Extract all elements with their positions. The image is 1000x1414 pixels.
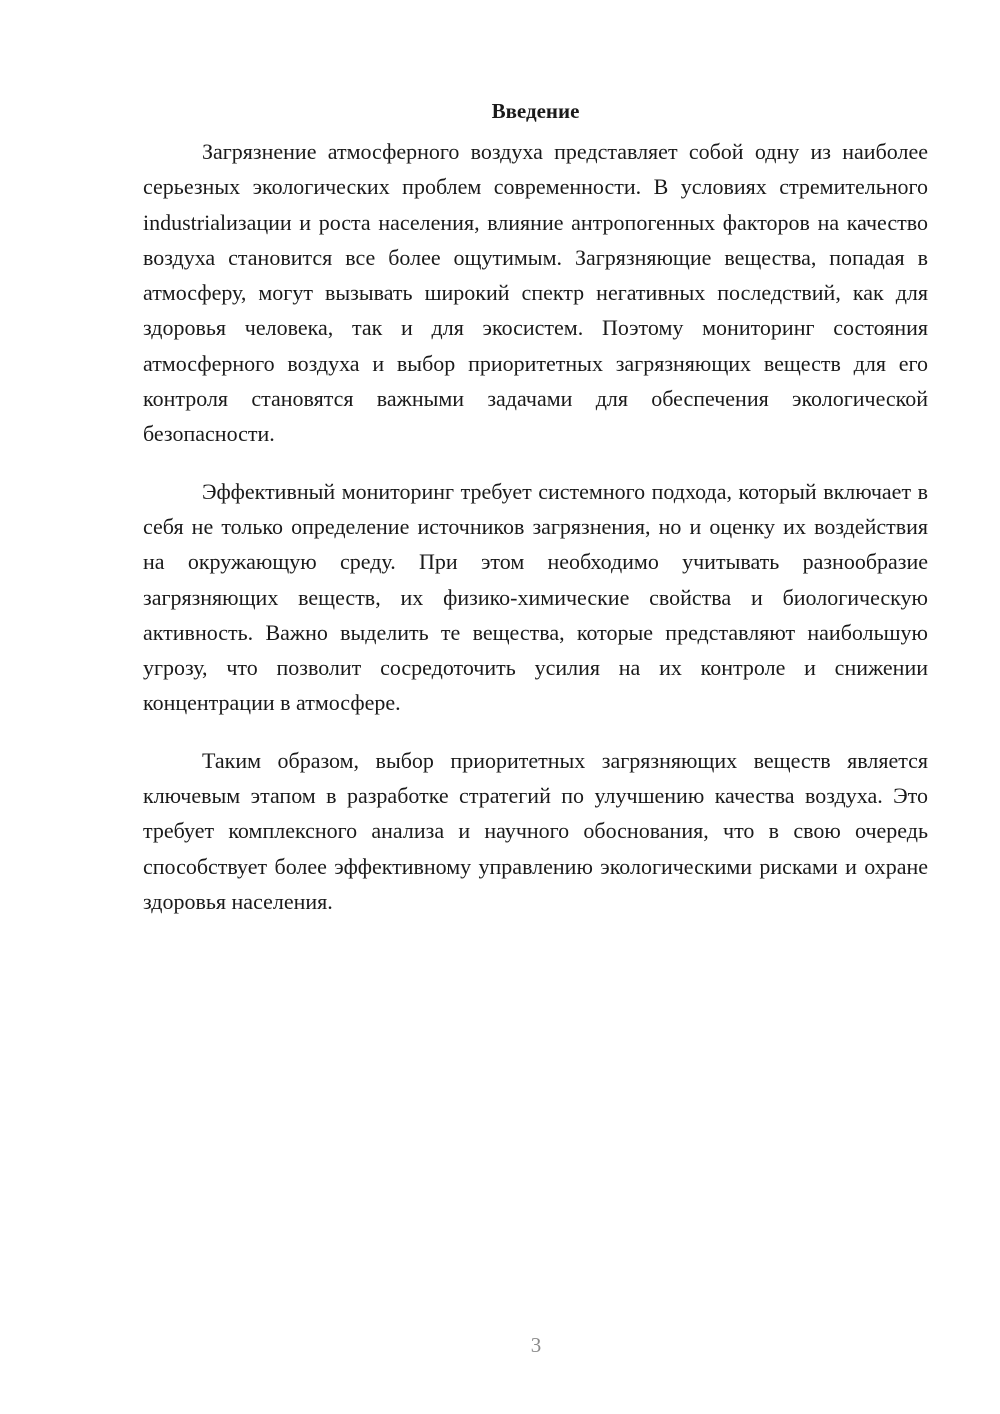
- paragraph-3: Таким образом, выбор приоритетных загрязняющих веществ является ключевым этапом в разработке стратегий по улучшению качества воздуха. Это требует комплексного анализа и научного обоснования, что в свою очередь способствует более эффективному управлению экологическими рисками и охране здоровья населения.: [143, 747, 928, 914]
- page-number: 3: [530, 1333, 542, 1357]
- page-content: [143, 96, 928, 941]
- paragraph-1: Загрязнение атмосферного воздуха представляет собой одну из наиболее серьезных экологических проблем современности. В условиях стремительного industrialизации и роста населения, влияние антропогенных факторов на качество воздуха становится все более ощутимым. Загрязняющие вещества, попадая в атмосферу, могут вызывать широкий спектр негативных последствий, как для здоровья человека, так и для экосистем. Поэтому мониторинг состояния атмосферного воздуха и выбор приоритетных загрязняющих веществ для его контроля становятся важными задачами для обеспечения экологической безопасности.: [143, 139, 928, 447]
- paragraph-2: Эффективный мониторинг требует системного подхода, который включает в себя не только определение источников загрязнения, но и оценку их воздействия на окружающую среду. При этом необходимо учитывать разнообразие загрязняющих веществ, их физико-химические свойства и биологическую активность. Важно выделить те вещества, которые представляют наибольшую угрозу, что позволит сосредоточить усилия на их контроле и снижении концентрации в атмосфере.: [143, 478, 928, 716]
- section-title: Введение: [491, 99, 580, 123]
